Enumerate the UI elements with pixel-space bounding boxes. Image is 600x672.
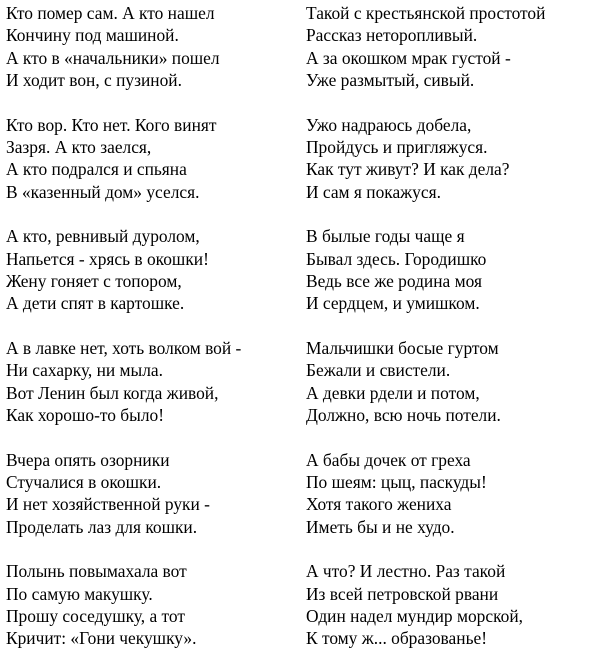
poem-line: Мальчишки босые гуртом	[306, 337, 499, 358]
poem-line: Как хорошо-то было!	[6, 405, 164, 426]
poem-line: Кричит: «Гони чекушку».	[6, 628, 197, 649]
poem-line: Кто помер сам. А кто нашел	[6, 3, 215, 23]
poem-line: К тому ж... образованье!	[306, 628, 488, 649]
poem-line: Уже размытый, сивый.	[306, 70, 475, 91]
stanza	[306, 114, 598, 204]
poem-line: Пройдусь и пригляжуся.	[306, 137, 488, 158]
poem-line: Зазря. А кто заелся,	[6, 137, 152, 158]
poem-line: Должно, всю ночь потели.	[306, 405, 501, 426]
poem-line: Ведь все же родина моя	[306, 271, 482, 292]
poem-line: А в лавке нет, хоть волком вой -	[6, 337, 242, 358]
poem-line: Кончину под машиной.	[6, 25, 179, 46]
poem-line: Иметь бы и не худо.	[306, 516, 455, 537]
poem-line: А дети спят в картошке.	[6, 293, 185, 314]
poem-line: А кто в «начальники» пошел	[6, 47, 220, 68]
poem-line: А девки рдели и потом,	[306, 382, 480, 403]
poem-line: И нет хозяйственной руки -	[6, 494, 210, 515]
poem-line: Ужо надраюсь добела,	[306, 114, 472, 135]
poem-line: Из всей петровской рвани	[306, 583, 499, 604]
stanza	[6, 114, 298, 204]
poem-line: И сердцем, и умишком.	[306, 293, 480, 314]
poem-line: И ходит вон, с пузиной.	[6, 70, 182, 91]
poem-line: Бежали и свистели.	[306, 360, 451, 381]
poem-line: Кто вор. Кто нет. Кого винят	[6, 114, 217, 135]
poem-line: Стучалися в окошки.	[6, 471, 162, 492]
poem-line: Вчера опять озорники	[6, 449, 170, 470]
stanza	[306, 560, 598, 650]
stanza	[306, 225, 598, 315]
stanza	[306, 449, 598, 539]
poem-line: А кто, ревнивый дуролом,	[6, 226, 200, 247]
poem-line: А за окошком мрак густой -	[306, 47, 511, 68]
stanza	[6, 2, 298, 92]
poem-line: А что? И лестно. Раз такой	[306, 561, 506, 582]
poem-line: По шеям: цыц, паскуды!	[306, 471, 487, 492]
poem-line: Хотя такого жениха	[306, 494, 452, 515]
poem-line: По самую макушку.	[6, 583, 153, 604]
poem-line: Жену гоняет с топором,	[6, 271, 182, 292]
poem-line: Прошу соседушку, а тот	[6, 605, 185, 626]
poem-left-column	[6, 2, 298, 672]
poem-right-column	[306, 2, 598, 672]
poem-line: Напьется - хрясь в окошки!	[6, 248, 209, 269]
stanza	[6, 225, 298, 315]
poem-line: Проделать лаз для кошки.	[6, 516, 198, 537]
stanza	[6, 560, 298, 650]
poem-line: В былые годы чаще я	[306, 226, 465, 247]
poem-line: А кто подрался и спьяна	[6, 159, 187, 180]
poem-line: Вот Ленин был когда живой,	[6, 382, 219, 403]
stanza	[306, 337, 598, 427]
stanza	[306, 2, 598, 92]
stanza	[6, 449, 298, 539]
poem-line: Рассказ неторопливый.	[306, 25, 478, 46]
poem-line: Как тут живут? И как дела?	[306, 159, 510, 180]
poem-line: Полынь повымахала вот	[6, 561, 187, 582]
poem-line: Бывал здесь. Городишко	[306, 248, 487, 269]
poem-line: И сам я покажуся.	[306, 181, 441, 202]
poem-line: Один надел мундир морской,	[306, 605, 523, 626]
stanza	[6, 337, 298, 427]
poem-line: А бабы дочек от греха	[306, 449, 471, 470]
poem-line: Ни сахарку, ни мыла.	[6, 360, 163, 381]
poem-line: В «казенный дом» уселся.	[6, 181, 200, 202]
poem-line: Такой с крестьянской простотой	[306, 3, 546, 23]
